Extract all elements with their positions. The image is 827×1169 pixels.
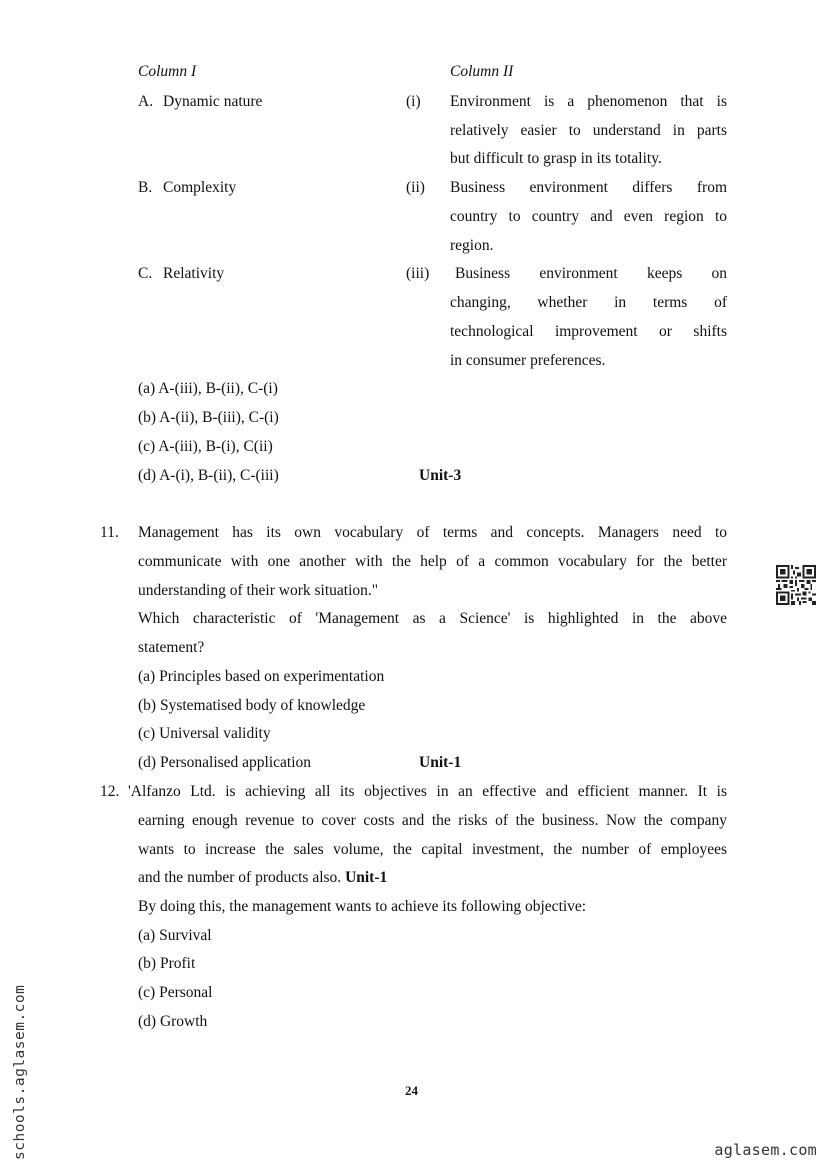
- q12-text-line-last: [138, 869, 387, 887]
- q11-text-line: understanding of their work situation.": [138, 582, 379, 599]
- q12-option-b: (b) Profit: [138, 955, 196, 972]
- qr-code-icon: [776, 565, 816, 605]
- q11-text-line: Which characteristic of 'Management as a Science' is highlighted in the above: [138, 610, 727, 627]
- column-ii-item-ii-line: Business environment differs from: [450, 179, 727, 196]
- column-ii-label-ii: (ii): [406, 179, 425, 196]
- column-i-header: Column I: [138, 63, 197, 80]
- page-number: 24: [405, 1083, 418, 1098]
- column-ii-label-iii: (iii): [406, 265, 430, 282]
- q12-text-line: wants to increase the sales volume, the capital investment, the number of employees: [138, 841, 727, 858]
- side-watermark: schools.aglasem.com: [12, 984, 28, 1160]
- brand-watermark: aglasem.com: [714, 1141, 817, 1159]
- column-ii-item-iii-line: changing, whether in terms of: [450, 294, 727, 311]
- column-i-label-a: A.: [138, 93, 154, 110]
- column-ii-label-i: (i): [406, 93, 421, 110]
- column-ii-item-iii-line: technological improvement or shifts: [450, 323, 727, 340]
- q12-option-d: (d) Growth: [138, 1013, 208, 1030]
- q12-prompt: By doing this, the management wants to achieve its following objective:: [138, 898, 587, 915]
- column-ii-item-i-line: but difficult to grasp in its totality.: [450, 150, 662, 167]
- column-ii-item-iii-line: in consumer preferences.: [450, 352, 606, 369]
- q12-text-fragment: and the number of products also.: [138, 869, 342, 886]
- column-ii-item-ii-line: country to country and even region to: [450, 208, 727, 225]
- q11-unit-label: Unit-1: [419, 754, 462, 771]
- q12-number: 12.: [100, 783, 120, 800]
- match-unit-label: Unit-3: [419, 467, 462, 484]
- column-ii-item-i-line: Environment is a phenomenon that is: [450, 93, 727, 110]
- q12-option-a: (a) Survival: [138, 927, 212, 944]
- q11-option-b: (b) Systematised body of knowledge: [138, 697, 366, 714]
- column-i-label-b: B.: [138, 179, 153, 196]
- match-option-d: (d) A-(i), B-(ii), C-(iii): [138, 467, 279, 484]
- q12-unit-label: Unit-1: [345, 869, 388, 886]
- column-ii-item-i-line: relatively easier to understand in parts: [450, 122, 727, 139]
- column-i-item-b: Complexity: [163, 179, 237, 196]
- column-ii-header: Column II: [450, 63, 514, 80]
- q11-option-a: (a) Principles based on experimentation: [138, 668, 385, 685]
- column-ii-item-ii-line: region.: [450, 237, 494, 254]
- q12-option-c: (c) Personal: [138, 984, 213, 1001]
- q12-text-line: earning enough revenue to cover costs and the risks of the business. Now the company: [138, 812, 727, 829]
- column-i-item-c: Relativity: [163, 265, 225, 282]
- q11-option-d: (d) Personalised application: [138, 754, 312, 771]
- q11-option-c: (c) Universal validity: [138, 725, 271, 742]
- q11-number: 11.: [100, 524, 119, 541]
- column-i-item-a: Dynamic nature: [163, 93, 263, 110]
- q12-text-line: 'Alfanzo Ltd. is achieving all its objectives in an effective and efficient manner. It is: [128, 783, 727, 800]
- match-option-a: (a) A-(iii), B-(ii), C-(i): [138, 380, 278, 397]
- column-i-label-c: C.: [138, 265, 153, 282]
- q11-text-line: communicate with one another with the help of a common vocabulary for the better: [138, 553, 727, 570]
- column-ii-item-iii-line: Business environment keeps on: [455, 265, 727, 282]
- q11-text-line: statement?: [138, 639, 205, 656]
- match-option-b: (b) A-(ii), B-(iii), C-(i): [138, 409, 279, 426]
- q11-text-line: Management has its own vocabulary of terms and concepts. Managers need to: [138, 524, 727, 541]
- match-option-c: (c) A-(iii), B-(i), C(ii): [138, 438, 273, 455]
